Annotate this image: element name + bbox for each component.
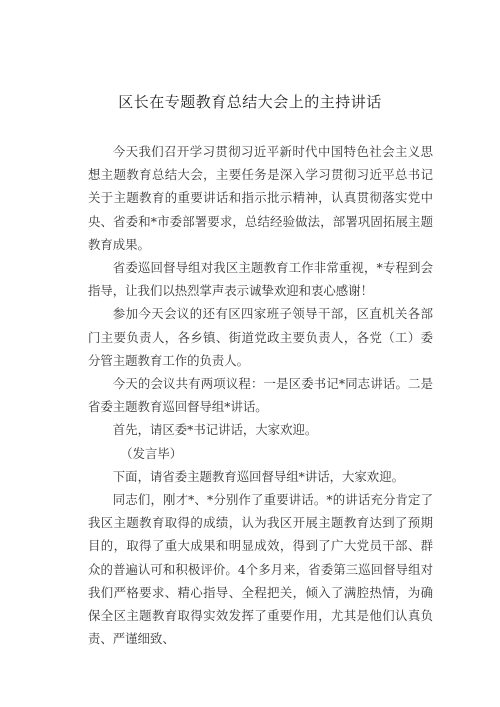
paragraph: 首先，请区委*书记讲话，大家欢迎。	[112, 422, 318, 438]
paragraph-note: （发言毕）	[120, 445, 183, 461]
document-title: 区长在专题教育总结大会上的主持讲话	[118, 93, 382, 111]
paragraph: 下面，请省委主题教育巡回督导组*讲话，大家欢迎。	[112, 468, 404, 484]
paragraph: 今天我们召开学习贯彻习近平新时代中国特色社会主义思想主题教育总结大会，主要任务是深入学习贯彻习近平总书记关于主题教育的重要讲话和指示批示精神，认真贯彻落实党中央、省委和*市委部署要求，总结经验做法，部署巩固拓展主题教育成果。	[88, 144, 433, 252]
document-body	[88, 140, 433, 650]
paragraph: 同志们，刚才*、*分别作了重要讲话。*的讲话充分肯定了我区主题教育取得的成绩，认为我区开展主题教育达到了预期目的，取得了重大成果和明显成效，得到了广大党员干部、群众的普遍认可和积极评价。4个多月来，省委第三巡回督导组对我们严格要求、精心指导、全程把关，倾入了满腔热情，为确保全区主题教育取得实效发挥了重要作用，尤其是他们认真负责、严谨细致、	[88, 492, 433, 647]
paragraph: 今天的会议共有两项议程：一是区委书记*同志讲话。二是省委主题教育巡回督导组*讲话。	[88, 376, 433, 415]
paragraph: 参加今天会议的还有区四家班子领导干部，区直机关各部门主要负责人，各乡镇、街道党政主要负责人，各党（工）委分管主题教育工作的负责人。	[88, 306, 433, 368]
paragraph: 省委巡回督导组对我区主题教育工作非常重视，*专程到会指导，让我们以热烈掌声表示诚挚欢迎和衷心感谢！	[88, 260, 433, 299]
